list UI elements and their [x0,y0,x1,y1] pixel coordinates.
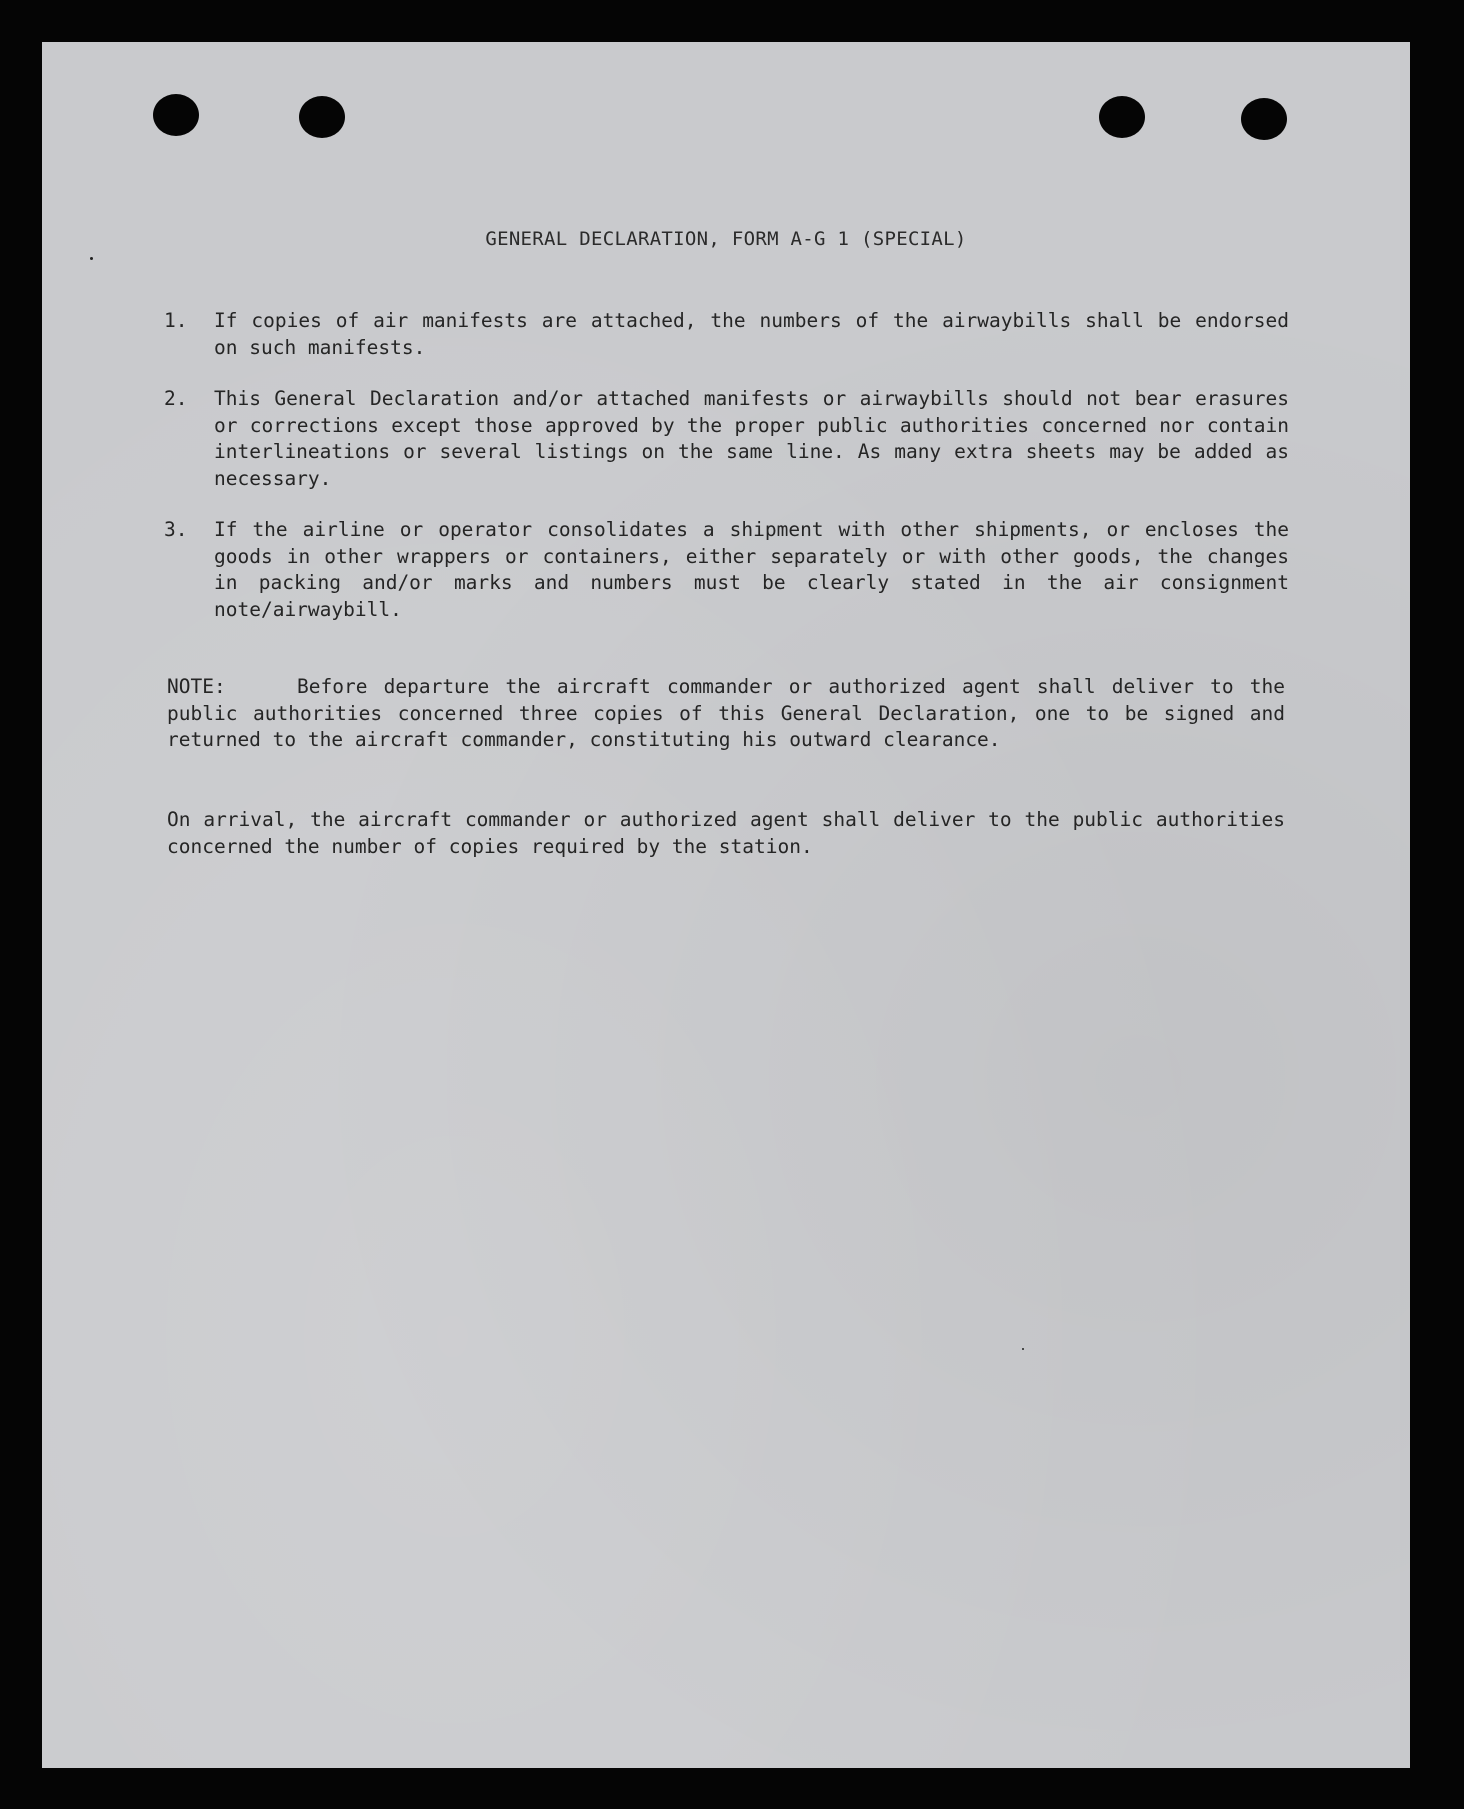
document-page [42,42,1410,1768]
list-item-1 [164,308,1289,361]
item-number: 2. [164,387,188,410]
punch-hole-2 [299,96,345,138]
punch-hole-3 [1099,96,1145,138]
ink-speck [90,257,93,260]
list-item-2 [164,386,1289,492]
ink-speck [1022,1348,1024,1350]
punch-hole-1 [153,94,199,136]
item-text: If copies of air manifests are attached, the numbers of the airwaybills shall be endorsed on such manifests. [214,309,1289,359]
note-label: NOTE: [167,675,226,698]
item-text: If the airline or operator consolidates a shipment with other shipments, or encloses the goods in other wrappers or containers, either separately or with other goods, the changes in packing and/or marks and numbers must be clearly stated in the air consignment note/airwaybill. [214,518,1289,621]
note-paragraph [167,674,1285,754]
item-text: This General Declaration and/or attached manifests or airwaybills should not bear erasures or corrections except those approved by the proper public authorities concerned nor contain interlineations or several listings on the same line. As many extra sheets may be added as necessary. [214,387,1289,490]
item-number: 3. [164,518,188,541]
arrival-paragraph: On arrival, the aircraft commander or authorized agent shall deliver to the public authorities concerned the number of copies required by the station. [167,808,1285,858]
note-text: Before departure the aircraft commander or authorized agent shall deliver to the public authorities concerned three copies of this General Declaration, one to be signed and returned to the aircraft commander, constituting his outward clearance. [167,675,1285,751]
list-item-3 [164,517,1289,623]
document-title: GENERAL DECLARATION, FORM A-G 1 (SPECIAL) [485,228,967,250]
punch-hole-4 [1241,98,1287,140]
item-number: 1. [164,309,188,332]
